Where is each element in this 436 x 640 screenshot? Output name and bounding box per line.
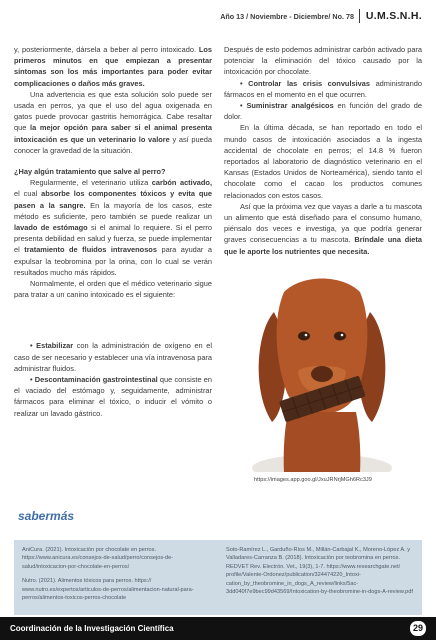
bold-run: • Controlar las crisis convulsivas — [240, 78, 370, 88]
page-header — [0, 6, 436, 28]
references-right — [226, 546, 416, 602]
text-run: y así pueda conocer la gravedad de la situación. — [14, 134, 212, 155]
text-run: Una advertencia es que esta solución solo puede ser usada en perros, ya que el uso del agua oxigenada en gatos puede provocar gastritis hemorrágica. Cabe resaltar que — [14, 89, 212, 133]
left-paragraph-4: Normalmente, el orden que el médico veterinario sigue para tratar a un canino intoxicado es el siguiente: — [14, 279, 212, 300]
right-paragraph-2: En la última década, se han reportado en todo el mundo casos de intoxicación asociados a la ingesta accidental de chocolate en perros; el 14.8 % fueron reportados al laboratorio de diagnóstico veterinario en el Kansas (Estados Unidos de Norteamérica), siendo tanto el chocolate como el cacao los productos comunes relacionados con estos casos. — [224, 123, 422, 200]
bold-run: • Descontaminación gastrointestinal — [30, 375, 158, 385]
right-paragraph-3 — [224, 201, 422, 257]
left-paragraph-2 — [14, 89, 212, 156]
bold-run: tratamiento de fluidos intravenosos — [24, 245, 157, 255]
text-run: Regularmente, el veterinario utiliza — [30, 178, 152, 188]
bold-run: lavado de estómago — [14, 223, 88, 233]
bold-run: Los primeros minutos en que empiezan a presentar síntomas son los más importantes para poder evitar complicaciones o daños más graves. — [14, 45, 212, 88]
page-number: 29 — [410, 621, 426, 636]
left-paragraph-1 — [14, 44, 212, 89]
bold-run: absorbe los componentes tóxicos y evita que pasen a la sangre. — [14, 189, 212, 210]
left-paragraph-3 — [14, 177, 212, 278]
right-bullet-analgesics — [224, 100, 422, 122]
reference-anicura: AniCura. (2021). Intoxicación por chocolate en perros. https://www.anicura.es/consejos-de-salud/perro/consejos-de-salud/intoxicacion-por-chocolate-en-perros/ — [22, 547, 174, 570]
right-paragraph-1: Después de esto podemos administrar carbón activado para potenciar la eliminación del tóxico causado por la intoxicación por chocolate. — [224, 45, 422, 77]
text-run: que consiste en el vaciado del estómago y, seguidamente, administrar fármacos para eliminar el tóxico, o inducir el vómito o realizar un lavado gástrico. — [14, 375, 212, 418]
issue-label: Año 13 / Noviembre - Diciembre/ No. 78 — [220, 12, 354, 21]
references-left — [22, 546, 208, 608]
bold-run: Bríndale una dieta que le aporte los nutrientes que necesita. — [224, 235, 422, 256]
bold-run: la mejor opción para saber si el animal presenta intoxicación es que un veterinario lo valore — [14, 123, 212, 144]
reference-soto-ramirez: Soto-Ramírez L., Garduño-Ríos M., Millán-Carbajal K., Moreno-López A. y Valladares-Carranza B. (2018). Intoxicación por teobromina en perros. REDVET Rev. Electrón. Vet., 19(3), 1-7. https://www.researchgate.net/ profile/Valente-Ordonez/publication/324474220_Intoxication_by_theobromine_in_dogs_A_review/links/5ac3dd040f7e9bec99d43569/Intoxication-by-theobromine-in-dogs-A-review.pdf — [226, 547, 413, 596]
text-run: si el animal lo requiere. Si el perro presenta debilidad en salud y fuerza, se puede implementar el — [14, 223, 212, 255]
sabermas-logo — [18, 505, 88, 529]
institution-label: U.M.S.N.H. — [365, 10, 422, 22]
reference-nutro: Nutro. (2021). Alimentos tóxicos para perros. https:// www.nutro.es/expertos/articulos-de-perros/alimentacion-natural-para-perros/alimentos-toxicos-perros-chocolate — [22, 578, 194, 602]
text-run: administrando fármacos en el momento en el que ocurren. — [224, 78, 422, 99]
left-bullet-decontamination — [14, 374, 212, 419]
footer-title: Coordinación de la Investigación Científica — [10, 624, 174, 633]
photo-credit: https://images.app.goo.gl/JxuJRNrjMGh6Rc3J9 — [254, 477, 372, 483]
header-divider — [359, 9, 360, 23]
text-run: Así que la próxima vez que vayas a darle a tu mascota un alimento que está diseñado para el consumo humano, piénsalo dos veces e investiga, ya que podría generar graves consecuencias a tu mascota. — [224, 201, 422, 245]
left-column — [14, 44, 212, 419]
bold-run: carbón activado, — [151, 178, 212, 188]
text-run: En la mayoría de los casos, este método es suficiente, pero también se puede realizar un — [14, 200, 212, 221]
bold-run: • Suministrar analgésicos — [240, 101, 334, 111]
page-footer — [0, 617, 436, 640]
left-bullet-stabilize — [14, 340, 212, 374]
bold-run: • Estabilizar — [30, 341, 74, 351]
dog-with-chocolate-photo — [222, 272, 422, 472]
text-run: y, posteriormente, dársela a beber al perro intoxicado. — [14, 45, 199, 54]
text-run: el cual — [14, 189, 42, 199]
text-run: para ayudar a expulsar la teobromina por la orina, con lo cual se verán resultados mucho más rápidos. — [14, 245, 212, 277]
text-run: en función del grado de dolor. — [224, 101, 422, 122]
text-run: con la administración de oxígeno en el caso de ser necesario y establecer una vía intravenosa para administrar fluidos. — [14, 341, 213, 373]
references-box — [14, 540, 422, 615]
section-question: ¿Hay algún tratamiento que salve al perro? — [14, 167, 166, 177]
right-column — [224, 44, 422, 257]
right-bullet-seizures — [224, 78, 422, 100]
sabermas-wordmark: sabermás — [18, 509, 75, 523]
